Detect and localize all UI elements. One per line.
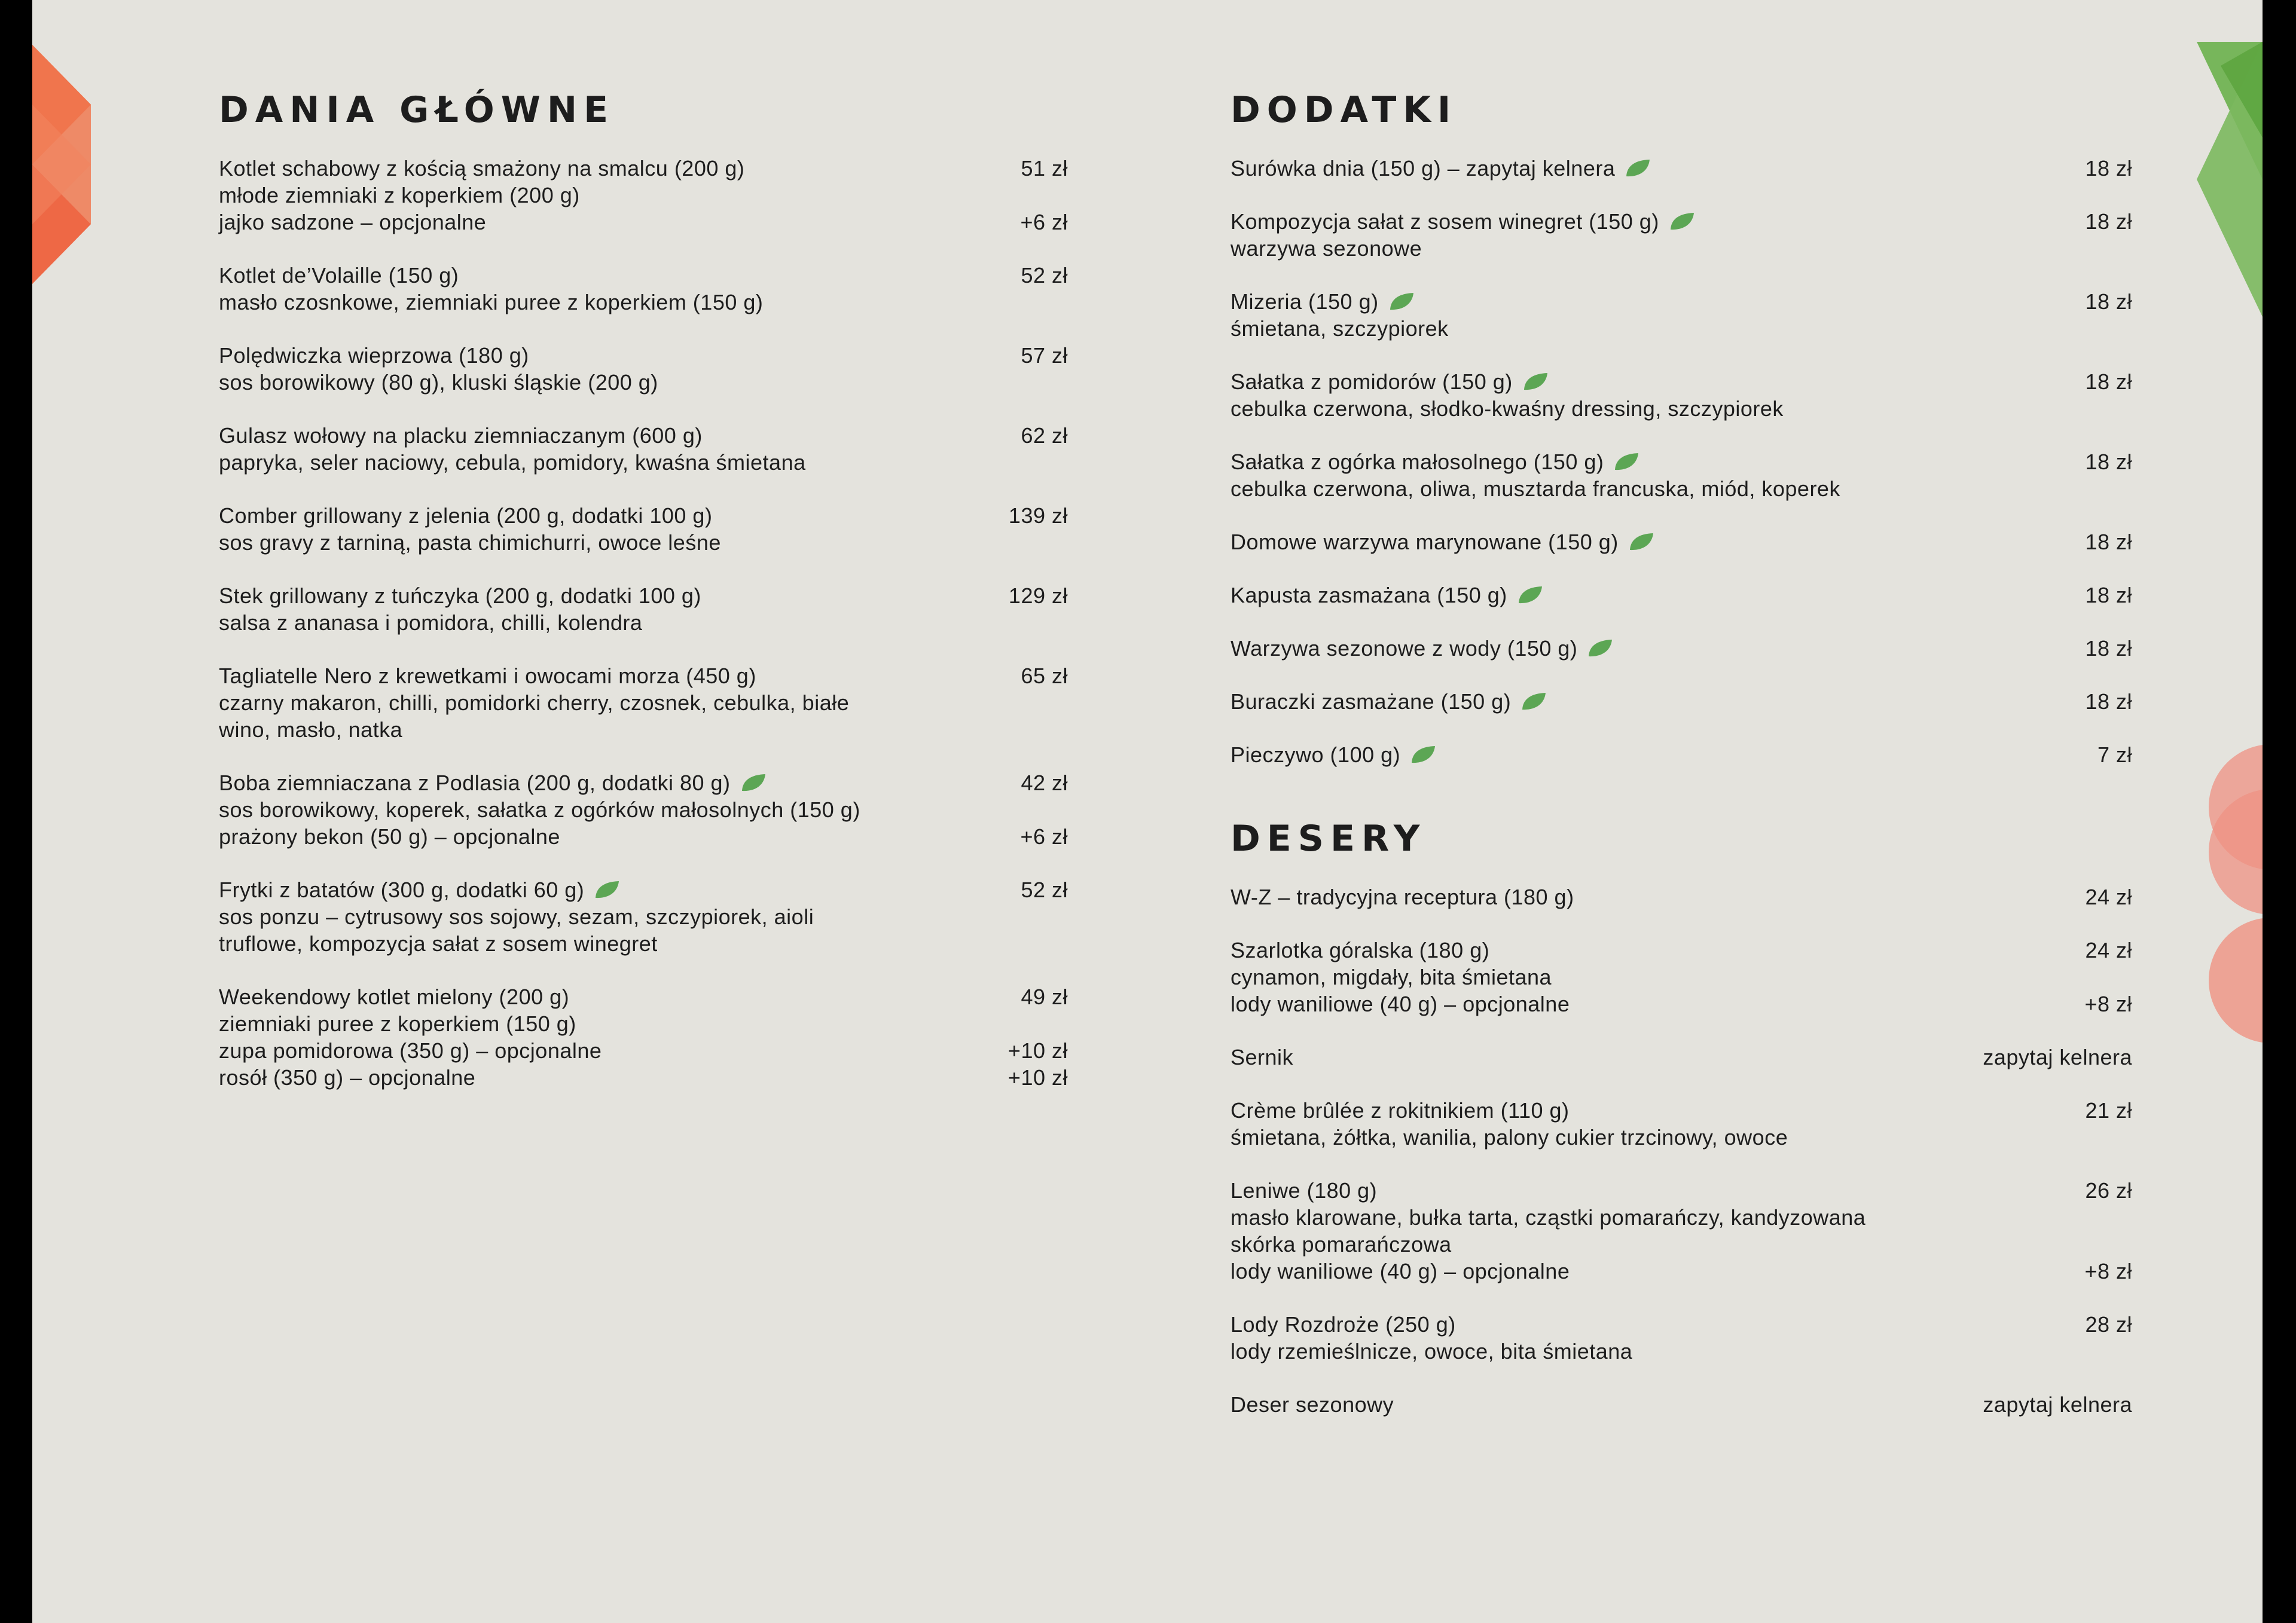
leaf-icon bbox=[1587, 638, 1613, 658]
menu-item-name: Stek grillowany z tuńczyka (200 g, dodatki 100 g) bbox=[219, 583, 701, 608]
menu-item-name-row bbox=[1231, 741, 2132, 768]
menu-item-name-row bbox=[219, 342, 1068, 369]
menu-item-name-row bbox=[1231, 1311, 2132, 1338]
menu-item-detail-row bbox=[219, 930, 1068, 957]
section-title-dania-glowne: DANIA GŁÓWNE bbox=[219, 89, 615, 131]
menu-item-name: Gulasz wołowy na placku ziemniaczanym (600 g) bbox=[219, 423, 703, 448]
menu-item-name: Crème brûlée z rokitnikiem (110 g) bbox=[1231, 1098, 1570, 1123]
menu-item-name-row bbox=[1231, 448, 2132, 475]
menu-item-detail-row bbox=[219, 716, 1068, 743]
menu-item-name-row bbox=[219, 662, 1068, 689]
menu-item-price: zapytaj kelnera bbox=[1983, 1392, 2132, 1417]
menu-item-description: truflowe, kompozycja sałat z sosem winegret bbox=[219, 931, 658, 956]
leaf-icon bbox=[1613, 452, 1639, 471]
menu-item-price: 26 zł bbox=[2085, 1178, 2132, 1203]
menu-item bbox=[219, 769, 1068, 850]
menu-item bbox=[219, 155, 1068, 236]
menu-item-price: +6 zł bbox=[1020, 824, 1068, 849]
menu-item-description: cebulka czerwona, słodko-kwaśny dressing, szczypiorek bbox=[1231, 396, 1784, 421]
menu-item-description: wino, masło, natka bbox=[219, 717, 403, 742]
menu-item-detail-row bbox=[219, 369, 1068, 396]
green-triangles-decoration bbox=[2197, 42, 2263, 317]
menu-item-price: 51 zł bbox=[1021, 156, 1068, 181]
menu-item-price: 21 zł bbox=[2085, 1098, 2132, 1123]
menu-item-description: masło klarowane, bułka tarta, cząstki pomarańczy, kandyzowana bbox=[1231, 1205, 1866, 1230]
menu-item-price: +10 zł bbox=[1007, 1065, 1068, 1090]
menu-item-description: lody waniliowe (40 g) – opcjonalne bbox=[1231, 992, 1570, 1016]
menu-item-price: 62 zł bbox=[1021, 423, 1068, 448]
menu-item-detail-row bbox=[219, 449, 1068, 476]
menu-item-detail-row bbox=[1231, 964, 2132, 991]
menu-item-name-row bbox=[1231, 1097, 2132, 1124]
menu-item-description: sos borowikowy (80 g), kluski śląskie (200 g) bbox=[219, 370, 658, 395]
menu-item-detail-row bbox=[1231, 1204, 2132, 1231]
menu-item-name: Sernik bbox=[1231, 1045, 1294, 1069]
menu-item-detail-row bbox=[219, 289, 1068, 316]
menu-item bbox=[1231, 208, 2132, 262]
menu-item-description: lody rzemieślnicze, owoce, bita śmietana bbox=[1231, 1339, 1633, 1364]
dodatki-list bbox=[1231, 155, 2132, 794]
menu-item-name: W-Z – tradycyjna receptura (180 g) bbox=[1231, 885, 1574, 909]
menu-item bbox=[1231, 1177, 2132, 1285]
menu-item bbox=[1231, 1097, 2132, 1151]
menu-item-name: Kapusta zasmażana (150 g) bbox=[1231, 583, 1507, 607]
menu-item-price: 49 zł bbox=[1021, 985, 1068, 1009]
menu-item-price: 52 zł bbox=[1021, 263, 1068, 288]
menu-item-description: cebulka czerwona, oliwa, musztarda francuska, miód, koperek bbox=[1231, 476, 1840, 501]
menu-item-price: +10 zł bbox=[1007, 1038, 1068, 1063]
menu-item-description: rosół (350 g) – opcjonalne bbox=[219, 1065, 476, 1090]
menu-item-price: +8 zł bbox=[2084, 992, 2132, 1016]
menu-item bbox=[1231, 1311, 2132, 1365]
menu-item-name: Lody Rozdroże (250 g) bbox=[1231, 1312, 1456, 1337]
menu-item bbox=[219, 342, 1068, 396]
menu-item-price: 24 zł bbox=[2085, 885, 2132, 909]
menu-item-name-row bbox=[1231, 155, 2132, 182]
menu-item-name: Buraczki zasmażane (150 g) bbox=[1231, 689, 1512, 714]
menu-item bbox=[219, 262, 1068, 316]
menu-item-name-row bbox=[1231, 635, 2132, 662]
menu-item-price: 65 zł bbox=[1021, 664, 1068, 688]
menu-item-price: 7 zł bbox=[2097, 742, 2132, 767]
menu-item-name-row bbox=[219, 502, 1068, 529]
menu-item-name: Surówka dnia (150 g) – zapytaj kelnera bbox=[1231, 156, 1616, 181]
menu-item-name: Frytki z batatów (300 g, dodatki 60 g) bbox=[219, 878, 585, 902]
menu-item bbox=[219, 662, 1068, 743]
leaf-icon bbox=[1388, 292, 1415, 311]
menu-item-name: Kotlet schabowy z kością smażony na smalcu (200 g) bbox=[219, 156, 745, 181]
dania-glowne-list bbox=[219, 155, 1068, 1117]
menu-item-description: śmietana, żółtka, wanilia, palony cukier trzcinowy, owoce bbox=[1231, 1125, 1788, 1150]
leaf-icon bbox=[740, 773, 767, 792]
menu-item-detail-row bbox=[219, 1010, 1068, 1037]
menu-item-name: Sałatka z ogórka małosolnego (150 g) bbox=[1231, 450, 1604, 474]
menu-item-detail-row bbox=[219, 209, 1068, 236]
menu-item-name: Kotlet de’Volaille (150 g) bbox=[219, 263, 459, 288]
orange-triangles-decoration bbox=[32, 45, 92, 287]
menu-item bbox=[219, 876, 1068, 957]
leaf-icon bbox=[1625, 158, 1651, 178]
menu-item-description: papryka, seler naciowy, cebula, pomidory, kwaśna śmietana bbox=[219, 450, 806, 475]
menu-item-description: ziemniaki puree z koperkiem (150 g) bbox=[219, 1011, 576, 1036]
menu-item-price: 57 zł bbox=[1021, 343, 1068, 368]
menu-item-name: Boba ziemniaczana z Podlasia (200 g, dodatki 80 g) bbox=[219, 771, 731, 795]
menu-item bbox=[1231, 635, 2132, 662]
menu-item-name: Weekendowy kotlet mielony (200 g) bbox=[219, 985, 570, 1009]
menu-item-detail-row bbox=[1231, 1124, 2132, 1151]
menu-item bbox=[1231, 288, 2132, 342]
menu-item-description: lody waniliowe (40 g) – opcjonalne bbox=[1231, 1259, 1570, 1283]
leaf-icon bbox=[1628, 532, 1654, 551]
menu-item-name: Pieczywo (100 g) bbox=[1231, 742, 1401, 767]
menu-item bbox=[1231, 448, 2132, 502]
menu-item bbox=[1231, 884, 2132, 910]
leaf-icon bbox=[1522, 372, 1549, 391]
menu-item-description: skórka pomarańczowa bbox=[1231, 1232, 1452, 1257]
menu-item bbox=[1231, 582, 2132, 609]
menu-item-detail-row bbox=[1231, 475, 2132, 502]
menu-item-description: prażony bekon (50 g) – opcjonalne bbox=[219, 824, 560, 849]
menu-item bbox=[1231, 368, 2132, 422]
menu-item-detail-row bbox=[219, 1037, 1068, 1064]
menu-item-detail-row bbox=[219, 689, 1068, 716]
menu-item-detail-row bbox=[1231, 395, 2132, 422]
menu-item-detail-row bbox=[219, 609, 1068, 636]
menu-item-price: 129 zł bbox=[1008, 583, 1068, 608]
menu-item-detail-row bbox=[1231, 991, 2132, 1017]
menu-item-name: Domowe warzywa marynowane (150 g) bbox=[1231, 530, 1619, 554]
menu-item-name-row bbox=[1231, 1044, 2132, 1071]
menu-item-name: Mizeria (150 g) bbox=[1231, 289, 1379, 314]
menu-item-name-row bbox=[219, 155, 1068, 182]
menu-item bbox=[219, 582, 1068, 636]
menu-item bbox=[1231, 688, 2132, 715]
menu-item-detail-row bbox=[219, 903, 1068, 930]
menu-item-detail-row bbox=[219, 823, 1068, 850]
menu-item-name-row bbox=[1231, 528, 2132, 555]
menu-item-name: Deser sezonowy bbox=[1231, 1392, 1394, 1417]
menu-item-name-row bbox=[219, 983, 1068, 1010]
leaf-icon bbox=[1410, 745, 1436, 764]
pink-circles-decoration bbox=[2197, 744, 2263, 1049]
menu-item-name: Leniwe (180 g) bbox=[1231, 1178, 1378, 1203]
menu-item bbox=[1231, 1391, 2132, 1418]
menu-item-name-row bbox=[1231, 208, 2132, 235]
menu-item-name-row bbox=[219, 876, 1068, 903]
menu-item-description: młode ziemniaki z koperkiem (200 g) bbox=[219, 183, 580, 207]
menu-item-description: zupa pomidorowa (350 g) – opcjonalne bbox=[219, 1038, 602, 1063]
menu-item-price: +8 zł bbox=[2084, 1259, 2132, 1283]
menu-item-name: Polędwiczka wieprzowa (180 g) bbox=[219, 343, 529, 368]
menu-item-detail-row bbox=[1231, 1258, 2132, 1285]
menu-item-detail-row bbox=[219, 182, 1068, 209]
menu-item-price: 18 zł bbox=[2085, 530, 2132, 554]
menu-item-name-row bbox=[1231, 1391, 2132, 1418]
menu-item-detail-row bbox=[219, 796, 1068, 823]
menu-item bbox=[219, 502, 1068, 556]
section-title-dodatki: DODATKI bbox=[1231, 89, 1458, 131]
menu-item bbox=[1231, 1044, 2132, 1071]
menu-item-name: Szarlotka góralska (180 g) bbox=[1231, 938, 1490, 962]
menu-item-price: 18 zł bbox=[2085, 450, 2132, 474]
menu-item-price: 18 zł bbox=[2085, 636, 2132, 661]
menu-item-name: Sałatka z pomidorów (150 g) bbox=[1231, 369, 1513, 394]
menu-item-price: 42 zł bbox=[1021, 771, 1068, 795]
menu-item-price: 28 zł bbox=[2085, 1312, 2132, 1337]
menu-item-name-row bbox=[219, 582, 1068, 609]
menu-item bbox=[1231, 528, 2132, 555]
menu-item-name-row bbox=[219, 769, 1068, 796]
menu-item-name-row bbox=[1231, 368, 2132, 395]
menu-item-name-row bbox=[1231, 582, 2132, 609]
menu-item-name: Kompozycja sałat z sosem winegret (150 g) bbox=[1231, 209, 1659, 234]
menu-item-description: sos gravy z tarniną, pasta chimichurri, owoce leśne bbox=[219, 530, 721, 555]
menu-item-description: sos ponzu – cytrusowy sos sojowy, sezam, szczypiorek, aioli bbox=[219, 904, 814, 929]
menu-item-description: warzywa sezonowe bbox=[1231, 236, 1422, 261]
menu-item-name-row bbox=[1231, 937, 2132, 964]
menu-item-detail-row bbox=[1231, 235, 2132, 262]
menu-item-name-row bbox=[1231, 884, 2132, 910]
menu-item-description: śmietana, szczypiorek bbox=[1231, 316, 1449, 341]
menu-item-name-row bbox=[1231, 1177, 2132, 1204]
menu-item-name-row bbox=[1231, 288, 2132, 315]
menu-item-detail-row bbox=[1231, 1338, 2132, 1365]
menu-item-detail-row bbox=[219, 1064, 1068, 1091]
menu-item bbox=[1231, 741, 2132, 768]
menu-item-name: Comber grillowany z jelenia (200 g, dodatki 100 g) bbox=[219, 503, 713, 528]
menu-item bbox=[219, 422, 1068, 476]
menu-item-name-row bbox=[219, 262, 1068, 289]
leaf-icon bbox=[594, 880, 620, 899]
menu-item bbox=[1231, 937, 2132, 1017]
menu-item-description: czarny makaron, chilli, pomidorki cherry, czosnek, cebulka, białe bbox=[219, 690, 850, 715]
section-title-desery: DESERY bbox=[1231, 818, 1427, 860]
menu-item-price: 18 zł bbox=[2085, 156, 2132, 181]
menu-item-description: sos borowikowy, koperek, sałatka z ogórków małosolnych (150 g) bbox=[219, 797, 860, 822]
menu-item-price: zapytaj kelnera bbox=[1983, 1045, 2132, 1069]
menu-item-price: 18 zł bbox=[2085, 689, 2132, 714]
desery-list bbox=[1231, 884, 2132, 1444]
menu-item-name-row bbox=[219, 422, 1068, 449]
menu-item-description: cynamon, migdały, bita śmietana bbox=[1231, 965, 1552, 989]
menu-page bbox=[32, 0, 2263, 1623]
menu-item-price: 18 zł bbox=[2085, 209, 2132, 234]
menu-item-description: salsa z ananasa i pomidora, chilli, kolendra bbox=[219, 610, 643, 635]
leaf-icon bbox=[1517, 585, 1543, 604]
menu-item-price: 52 zł bbox=[1021, 878, 1068, 902]
menu-item-price: 139 zł bbox=[1008, 503, 1068, 528]
leaf-icon bbox=[1521, 692, 1547, 711]
menu-item-description: masło czosnkowe, ziemniaki puree z koperkiem (150 g) bbox=[219, 290, 764, 314]
menu-item-name: Tagliatelle Nero z krewetkami i owocami morza (450 g) bbox=[219, 664, 756, 688]
menu-item-detail-row bbox=[219, 529, 1068, 556]
menu-item-price: +6 zł bbox=[1020, 210, 1068, 234]
menu-item bbox=[219, 983, 1068, 1091]
menu-item-name: Warzywa sezonowe z wody (150 g) bbox=[1231, 636, 1578, 661]
menu-item-description: jajko sadzone – opcjonalne bbox=[219, 210, 487, 234]
menu-item-detail-row bbox=[1231, 315, 2132, 342]
menu-item-price: 18 zł bbox=[2085, 583, 2132, 607]
menu-item-name-row bbox=[1231, 688, 2132, 715]
menu-item-price: 24 zł bbox=[2085, 938, 2132, 962]
menu-item-price: 18 zł bbox=[2085, 289, 2132, 314]
leaf-icon bbox=[1669, 212, 1695, 231]
menu-item bbox=[1231, 155, 2132, 182]
menu-item-price: 18 zł bbox=[2085, 369, 2132, 394]
menu-item-detail-row bbox=[1231, 1231, 2132, 1258]
